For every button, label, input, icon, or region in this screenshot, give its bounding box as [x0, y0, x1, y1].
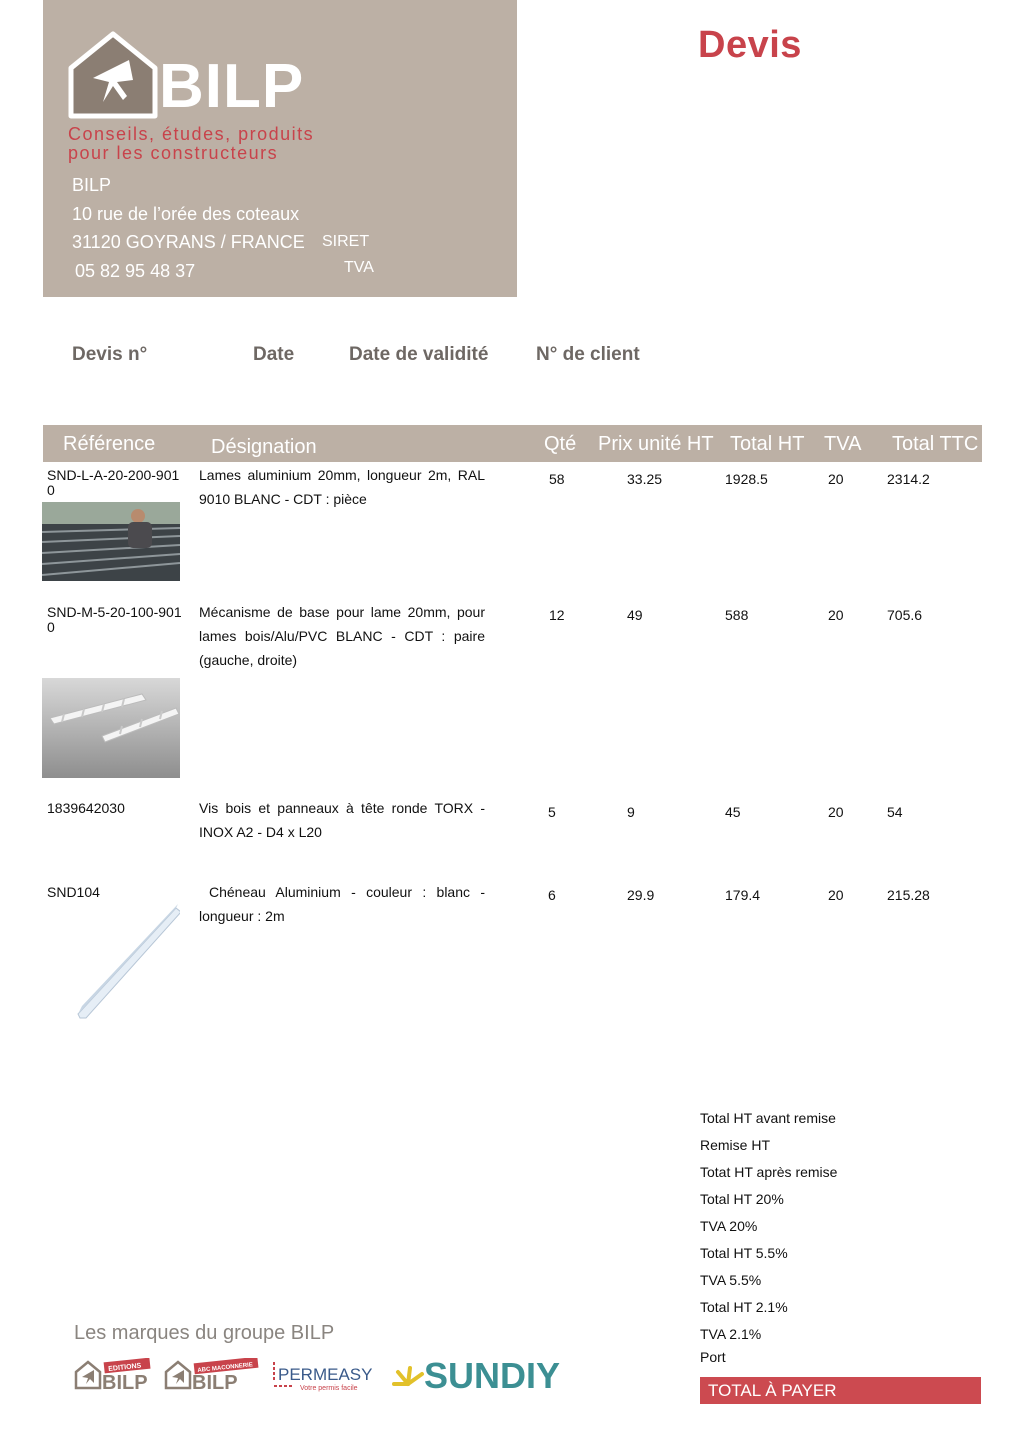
row-qty: 58 [549, 471, 565, 487]
total-ht-after-discount-label: Totat HT après remise [700, 1164, 838, 1180]
tva-5-5-label: TVA 5.5% [700, 1272, 762, 1288]
company-street: 10 rue de l’orée des coteaux [72, 204, 300, 224]
row-tva: 20 [828, 887, 844, 903]
brand-sundiy [390, 1354, 566, 1392]
brand-word: BILP [192, 1372, 238, 1392]
company-city: 31120 GOYRANS / FRANCE [72, 232, 305, 252]
bilp-abc-logo-icon [164, 1358, 260, 1392]
siret-label: SIRET [322, 233, 370, 250]
company-header [43, 0, 517, 297]
total-to-pay-label: TOTAL À PAYER [708, 1381, 837, 1400]
row-total-ht: 179.4 [725, 887, 761, 903]
total-ht-5-5-label: Total HT 5.5% [700, 1245, 788, 1261]
row-unit-price: 49 [627, 607, 643, 623]
tva-label: TVA [344, 259, 374, 276]
row-unit-price: 33.25 [627, 471, 663, 487]
row-designation: Vis bois et panneaux à tête ronde TORX - INOX A2 - D4 x L20 [199, 800, 485, 840]
brand-bilp-editions [74, 1358, 156, 1392]
logo-wordmark: BILP [159, 52, 305, 121]
company-tagline [68, 125, 314, 163]
row-unit-price: 9 [627, 804, 635, 820]
tagline-line-2: pour les constructeurs [68, 143, 279, 163]
document-title: Devis [698, 24, 802, 66]
row-qty: 12 [549, 607, 565, 623]
validity-date-label: Date de validité [349, 344, 489, 365]
brand-word: PERMEASY [278, 1365, 373, 1384]
col-designation: Désignation [211, 436, 317, 458]
quote-number-label: Devis n° [72, 344, 148, 365]
aluminium-slats-photo [42, 502, 180, 581]
brands-title: Les marques du groupe BILP [74, 1322, 335, 1344]
brand-permeasy [272, 1360, 376, 1392]
brand-word: SUNDIY [424, 1355, 561, 1392]
client-number-label: N° de client [536, 344, 640, 365]
total-to-pay-bar [700, 1377, 981, 1404]
company-phone: 05 82 95 48 37 [75, 261, 196, 281]
discount-ht-label: Remise HT [700, 1137, 771, 1153]
company-name: BILP [72, 175, 112, 195]
row-total-ht: 1928.5 [725, 471, 768, 487]
row-total-ttc: 215.28 [887, 887, 930, 903]
brand-sub: Votre permis facile [300, 1385, 358, 1392]
brand-badge: EDITIONS [107, 1362, 142, 1373]
date-label: Date [253, 344, 295, 365]
tva-2-1-label: TVA 2.1% [700, 1326, 762, 1342]
brand-word: BILP [102, 1372, 148, 1392]
row-designation: Lames aluminium 20mm, longueur 2m, RAL 9010 BLANC - CDT : pièce [199, 467, 485, 507]
sundiy-logo-icon [390, 1354, 566, 1392]
tagline-line-1: Conseils, études, produits [68, 124, 315, 144]
brand-badge: ABC MACONNERIE [197, 1362, 254, 1374]
shipping-label: Port [700, 1349, 726, 1365]
house-cursor-logo-icon [67, 30, 159, 120]
mechanism-render [42, 678, 180, 778]
gutter-profile [42, 902, 180, 1022]
row-reference: SND-M-5-20-100-9010 [47, 604, 182, 635]
row-reference: 1839642030 [47, 800, 125, 816]
total-ht-20-label: Total HT 20% [700, 1191, 784, 1207]
permeasy-logo-icon [272, 1360, 376, 1392]
row-designation: Chéneau Aluminium - couleur : blanc - longueur : 2m [199, 884, 485, 924]
row-unit-price: 29.9 [627, 887, 655, 903]
row-total-ht: 45 [725, 804, 741, 820]
row-total-ttc: 2314.2 [887, 471, 930, 487]
row-tva: 20 [828, 471, 844, 487]
row-reference: SND-L-A-20-200-9010 [47, 467, 180, 498]
row-total-ttc: 705.6 [887, 607, 923, 623]
row-total-ht: 588 [725, 607, 749, 623]
col-total-ttc: Total TTC [892, 433, 979, 455]
row-reference: SND104 [47, 884, 100, 900]
col-unit-price: Prix unité HT [598, 433, 714, 455]
row-qty: 6 [548, 887, 556, 903]
row-tva: 20 [828, 607, 844, 623]
col-total-ht: Total HT [730, 433, 805, 455]
col-reference: Référence [63, 433, 156, 455]
row-qty: 5 [548, 804, 556, 820]
items-table-header [43, 425, 982, 462]
total-ht-before-discount-label: Total HT avant remise [700, 1110, 836, 1126]
bilp-editions-logo-icon [74, 1358, 156, 1392]
col-tva: TVA [824, 433, 862, 455]
brand-bilp-abc [164, 1358, 260, 1392]
row-designation: Mécanisme de base pour lame 20mm, pour lames bois/Alu/PVC BLANC - CDT : paire (gauche, droite) [199, 604, 485, 668]
row-total-ttc: 54 [887, 804, 903, 820]
total-ht-2-1-label: Total HT 2.1% [700, 1299, 788, 1315]
col-qty: Qté [544, 433, 577, 455]
row-tva: 20 [828, 804, 844, 820]
tva-20-label: TVA 20% [700, 1218, 758, 1234]
